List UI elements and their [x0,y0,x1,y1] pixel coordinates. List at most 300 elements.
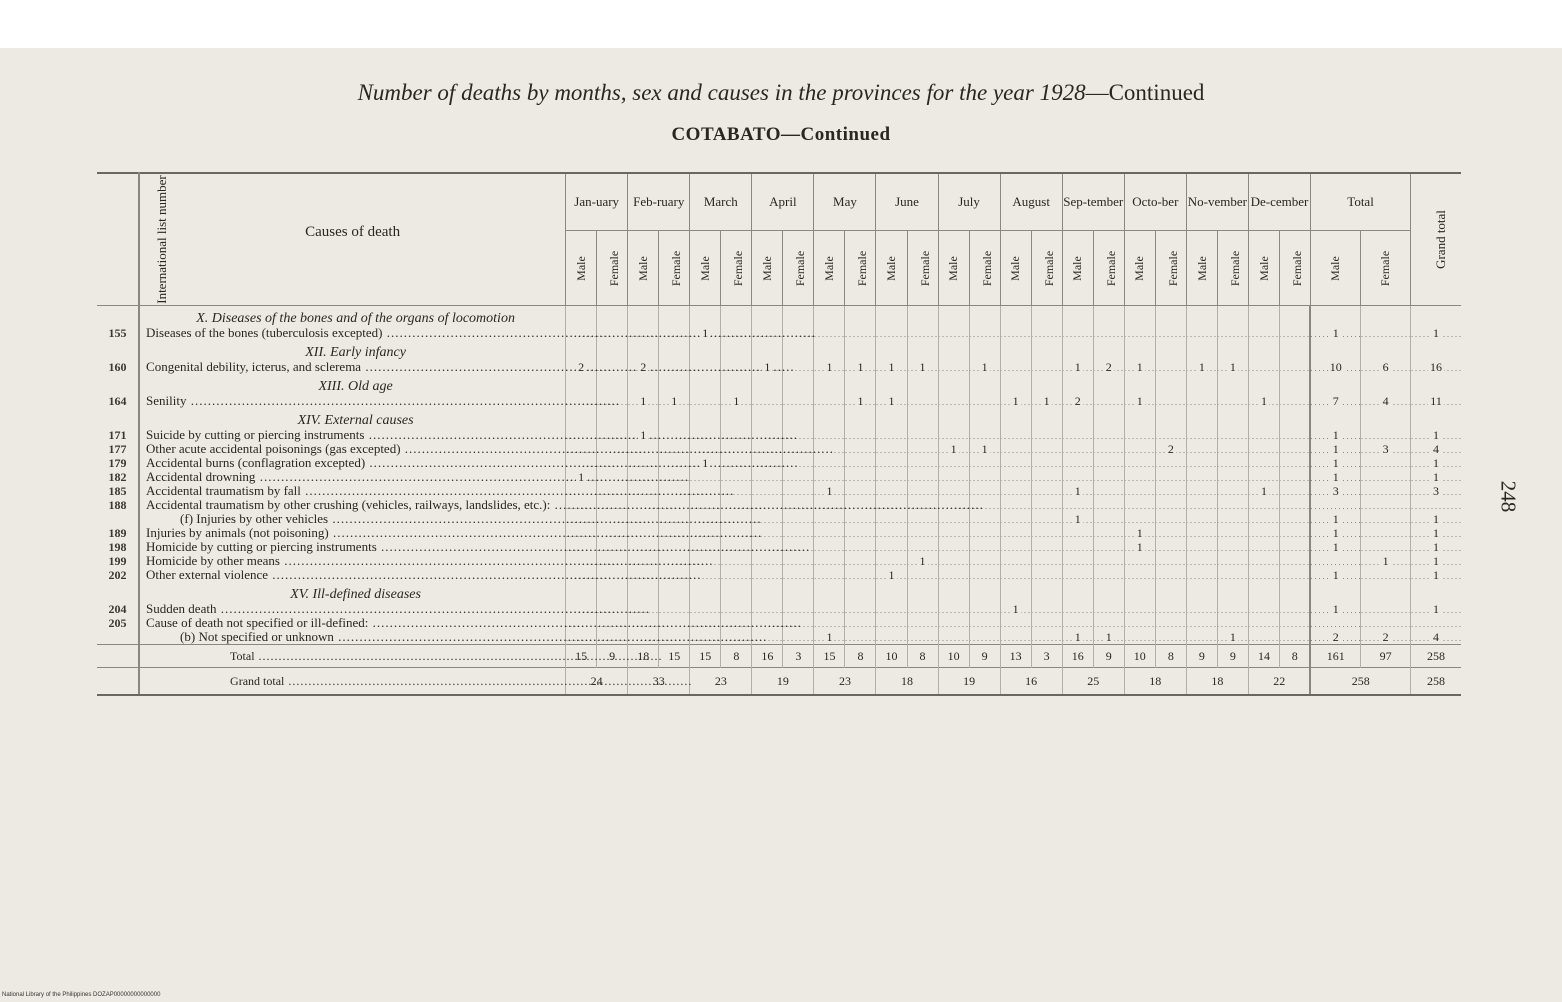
empty-cell [1155,374,1186,394]
value-cell [1361,630,1411,645]
value-cell [721,470,752,484]
value-cell [845,326,876,340]
cause-name [139,540,566,554]
empty-cell [1248,340,1279,360]
value-cell [1124,484,1155,498]
value-cell [1124,360,1155,374]
cause-name [139,526,566,540]
value: 1 [1229,630,1236,644]
cause-label: Diseases of the bones (tuberculosis excepted) [146,325,383,340]
empty-cell [628,582,659,602]
table-row [97,602,1461,616]
value-cell [1279,484,1310,498]
value-cell [1124,498,1155,512]
list-number [97,512,139,526]
cause-name [139,498,566,512]
leader-dots [328,511,762,526]
value-cell [1310,326,1360,340]
totals-label [139,645,566,668]
value-cell [1124,616,1155,630]
value-cell [1411,498,1461,512]
value: 7 [1332,394,1339,408]
value-cell [938,630,969,645]
value-cell [1031,512,1062,526]
list-number: 205 [97,616,139,630]
cause-name [139,442,566,456]
value-cell [1310,512,1360,526]
empty-cell [1031,340,1062,360]
value-cell [1217,526,1248,540]
value: 4 [1433,442,1440,456]
value-cell [876,470,907,484]
header-female [1279,231,1310,306]
value-cell [938,470,969,484]
list-number-cell [97,374,139,394]
empty-cell [1093,340,1124,360]
cause-label: Other external violence [146,567,269,582]
value-cell [845,484,876,498]
value: 3 [1382,442,1389,456]
header-grand-total-label: Grand total [1433,209,1449,269]
cause-name [139,428,566,442]
header-male [1062,231,1093,306]
cause-name [139,456,566,470]
value-cell [1031,602,1062,616]
value-cell [1248,540,1279,554]
empty-cell [690,340,721,360]
list-number: 188 [97,498,139,512]
empty-cell [721,374,752,394]
value-cell [1155,470,1186,484]
value: 1 [1105,630,1112,644]
value-cell [938,554,969,568]
value-cell [969,470,1000,484]
value-cell [845,616,876,630]
value-cell [1000,484,1031,498]
header-male-label: Male [697,256,712,281]
value-cell [1248,456,1279,470]
header-male-label: Male [821,256,836,281]
value: 3 [1433,484,1440,498]
empty-cell [814,374,845,394]
value-cell [1279,554,1310,568]
value-cell [1031,394,1062,408]
value-cell [907,568,938,582]
empty-cell [1062,582,1093,602]
total-value: 9 [1186,645,1217,668]
section-row [97,340,1461,360]
table-row [97,442,1461,456]
value-cell [1186,428,1217,442]
total-value: 161 [1310,645,1360,668]
value-cell [1093,630,1124,645]
value: 2 [578,360,585,374]
value-cell [1279,360,1310,374]
empty-cell [1155,408,1186,428]
value-cell [1361,616,1411,630]
empty-cell [1248,582,1279,602]
value-cell [907,512,938,526]
empty-cell [938,408,969,428]
value-cell [1093,484,1124,498]
value-cell [969,428,1000,442]
value-cell [1000,512,1031,526]
value: 1 [1012,394,1019,408]
empty-cell [1000,582,1031,602]
total-value: 3 [783,645,814,668]
value-cell [1186,526,1217,540]
value-cell [1062,326,1093,340]
value-cell [752,470,783,484]
value: 1 [1332,442,1339,456]
value-cell [1155,428,1186,442]
value-cell [783,484,814,498]
value-cell [1279,442,1310,456]
header-male [566,231,597,306]
value-cell [1093,326,1124,340]
empty-cell [1310,582,1360,602]
value-cell [1279,616,1310,630]
value-cell [1031,526,1062,540]
grand-month-value: 23 [814,668,876,696]
empty-cell [1000,374,1031,394]
table-header [97,173,1461,306]
value-cell [876,442,907,456]
header-month: De-cember [1248,173,1310,231]
value-cell [876,512,907,526]
list-number: 202 [97,568,139,582]
leader-dots [368,615,802,630]
value-cell [938,442,969,456]
value-cell [907,554,938,568]
cause-name [139,630,566,645]
value-cell [1000,442,1031,456]
header-month: June [876,173,938,231]
value-cell [1217,456,1248,470]
value-cell [1248,470,1279,484]
leader-dots [365,455,799,470]
list-number: 160 [97,360,139,374]
table-body [97,306,1461,696]
value-cell [1217,394,1248,408]
empty-cell [1411,582,1461,602]
value-cell [876,630,907,645]
value: 1 [1433,568,1440,582]
value-cell [1411,526,1461,540]
table-row [97,498,1461,512]
value-cell [938,360,969,374]
leader-dots [301,483,735,498]
empty-cell [628,340,659,360]
cause-label: Homicide by other means [146,553,280,568]
value-cell [1411,326,1461,340]
empty-cell [814,306,845,327]
header-female [907,231,938,306]
value-cell [845,428,876,442]
cause-name [139,470,566,484]
header-month: Feb-ruary [628,173,690,231]
list-number: 198 [97,540,139,554]
value-cell [1186,554,1217,568]
value-cell [1248,326,1279,340]
value-cell [1279,470,1310,484]
value-cell [814,568,845,582]
value-cell [969,616,1000,630]
value-cell [1217,428,1248,442]
value-cell [1279,630,1310,645]
section-heading: XII. Early infancy [305,345,406,360]
value-cell [1093,470,1124,484]
empty-cell [969,408,1000,428]
value: 1 [1332,526,1339,540]
value-cell [1248,442,1279,456]
cause-label: Injuries by animals (not poisoning) [146,525,329,540]
empty-cell [752,340,783,360]
empty-cell [969,582,1000,602]
value-cell [1124,630,1155,645]
total-value: 15 [690,645,721,668]
value-cell [938,484,969,498]
empty-cell [845,306,876,327]
value-cell [1186,616,1217,630]
value: 1 [1332,540,1339,554]
grand-total-label-text: Grand total [230,674,285,688]
empty-cell [566,582,597,602]
value-cell [938,568,969,582]
total-value: 15 [814,645,845,668]
empty-cell [845,408,876,428]
cause-name [139,360,566,374]
value-cell [1361,484,1411,498]
value: 2 [640,360,647,374]
value-cell [907,484,938,498]
cause-name [139,512,566,526]
value: 1 [1433,456,1440,470]
table-row [97,554,1461,568]
empty-cell [1186,306,1217,327]
value-cell [938,456,969,470]
header-female [969,231,1000,306]
header-list-number: International list number [97,173,139,306]
value-cell [845,456,876,470]
header-female-label: Female [731,250,746,287]
value-cell [1279,526,1310,540]
leader-dots [216,601,650,616]
value-cell [690,602,721,616]
empty-cell [752,582,783,602]
value-cell [1155,326,1186,340]
value-cell [1310,526,1360,540]
value-cell [845,470,876,484]
value-cell [1411,456,1461,470]
empty-cell [721,306,752,327]
table-row [97,568,1461,582]
value-cell [814,326,845,340]
value-cell [1155,394,1186,408]
value: 1 [1433,512,1440,526]
empty-cell [1031,582,1062,602]
empty-cell [1248,408,1279,428]
value-cell [876,554,907,568]
leader-dots [280,553,714,568]
value-cell [1248,526,1279,540]
value-cell [876,568,907,582]
value-cell [1124,568,1155,582]
value-cell [876,360,907,374]
empty-cell [1361,582,1411,602]
value-cell [1186,394,1217,408]
value: 1 [1260,394,1267,408]
value: 1 [919,554,926,568]
empty-cell [814,582,845,602]
value-cell [752,484,783,498]
value-cell [1186,498,1217,512]
value-cell [1361,456,1411,470]
grand-month-value: 19 [752,668,814,696]
empty-cell [1217,374,1248,394]
value-cell [1310,616,1360,630]
value-cell [1093,554,1124,568]
leader-dots [334,629,768,644]
empty-cell [876,408,907,428]
value-cell [969,554,1000,568]
value-cell [938,428,969,442]
total-value: 8 [721,645,752,668]
value-cell [1155,616,1186,630]
total-value: 18 [628,645,659,668]
value: 1 [640,394,647,408]
value: 10 [1329,360,1342,374]
value-cell [1279,512,1310,526]
total-value: 14 [1248,645,1279,668]
section-row [97,408,1461,428]
grand-month-value: 18 [1124,668,1186,696]
value-cell [1279,394,1310,408]
empty-cell [566,374,597,394]
value-cell [1310,442,1360,456]
value-cell [938,526,969,540]
value-cell [1248,394,1279,408]
empty-cell [1124,306,1155,327]
value-cell [814,394,845,408]
total-value: 16 [1062,645,1093,668]
leader-dots [383,325,817,340]
leader-dots [364,427,798,442]
value-cell [1361,470,1411,484]
list-number-cell [97,582,139,602]
empty-cell [1093,582,1124,602]
empty-cell [690,374,721,394]
value-cell [1310,554,1360,568]
value: 1 [702,326,709,340]
empty-cell [1031,374,1062,394]
cause-label: (b) Not specified or unknown [180,629,334,644]
empty-cell [814,408,845,428]
empty-cell [938,340,969,360]
total-value: 8 [1155,645,1186,668]
value-cell [1000,554,1031,568]
value-cell [1031,498,1062,512]
value: 1 [1332,602,1339,616]
value: 1 [888,394,895,408]
header-male-label: Male [946,256,961,281]
value: 1 [919,360,926,374]
value-cell [1248,568,1279,582]
value-cell [938,602,969,616]
value-cell [1217,630,1248,645]
value: 1 [1433,554,1440,568]
empty-cell [566,340,597,360]
header-female [845,231,876,306]
value-cell [1124,526,1155,540]
value-cell [814,484,845,498]
empty-cell [721,408,752,428]
value: 11 [1430,394,1442,408]
value-cell [1186,442,1217,456]
total-value: 9 [1217,645,1248,668]
value-cell [752,568,783,582]
value: 1 [1332,568,1339,582]
value-cell [1155,540,1186,554]
grand-month-value: 22 [1248,668,1310,696]
empty-cell [1186,408,1217,428]
value-cell [1361,498,1411,512]
value-cell [783,512,814,526]
header-month: Jan-uary [566,173,628,231]
grand-total-label [139,668,566,696]
value-cell [907,602,938,616]
value-cell [814,512,845,526]
value-cell [1248,616,1279,630]
header-row-months [97,173,1461,231]
empty-cell [1248,306,1279,327]
total-value: 10 [938,645,969,668]
cause-label: Congenital debility, icterus, and sclerema [146,359,362,374]
value-cell [1186,630,1217,645]
list-number: 155 [97,326,139,340]
value-cell [1248,360,1279,374]
value-cell [876,526,907,540]
value: 1 [1382,554,1389,568]
empty-cell [938,374,969,394]
grand-month-value: 18 [876,668,938,696]
value-cell [783,526,814,540]
cause-label: Other acute accidental poisonings (gas excepted) [146,441,401,456]
value-cell [783,630,814,645]
empty-cell [1124,582,1155,602]
header-female-label: Female [1041,250,1056,287]
cause-label: Senility [146,393,187,408]
value-cell [1062,568,1093,582]
header-male-label: Male [1008,256,1023,281]
header-female [597,231,628,306]
value-cell [845,630,876,645]
list-number-cell [97,306,139,327]
header-month: May [814,173,876,231]
leader-dots [377,539,811,554]
value-cell [876,616,907,630]
cause-name [139,616,566,630]
cause-label: Accidental traumatism by fall [146,483,301,498]
table-row [97,428,1461,442]
total-value: 10 [876,645,907,668]
value-cell [1155,526,1186,540]
value-cell [1310,456,1360,470]
value-cell [1093,526,1124,540]
title-main: Number of deaths by months, sex and causes in the provinces for the year 1928 [357,80,1086,105]
value: 2 [1105,360,1112,374]
value: 1 [1198,360,1205,374]
